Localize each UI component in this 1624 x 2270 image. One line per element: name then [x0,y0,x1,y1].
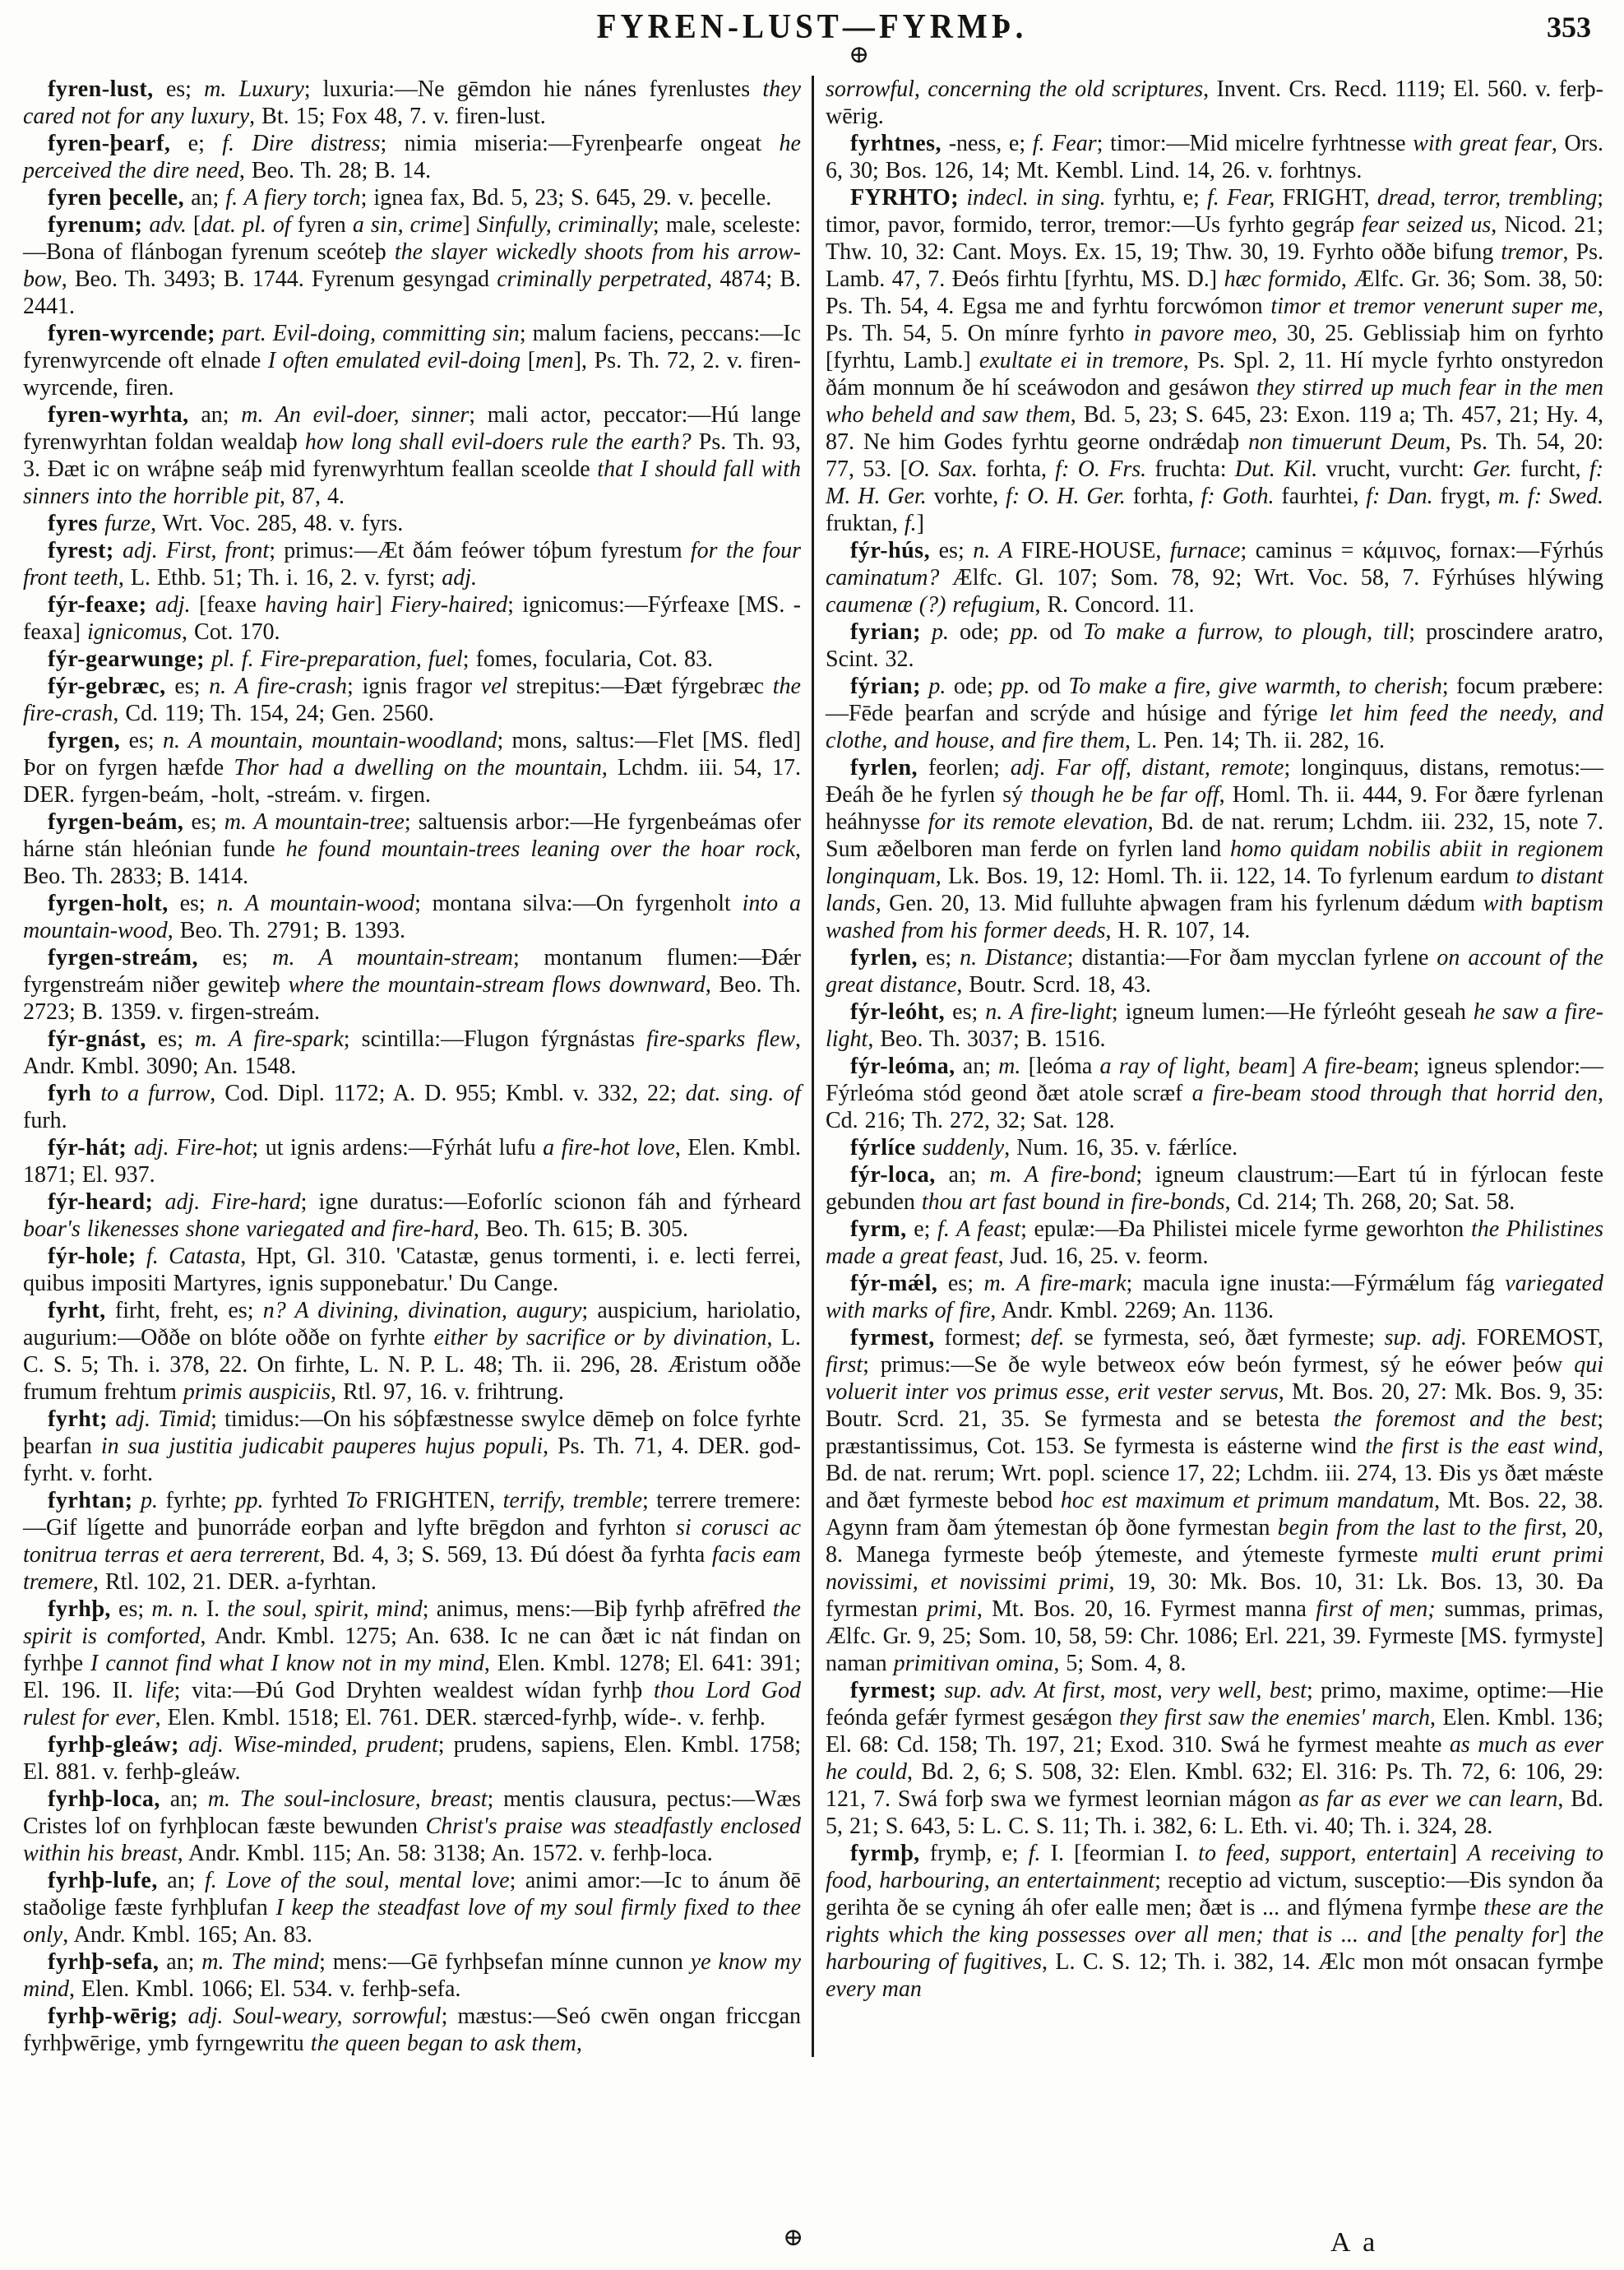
headword: fyrenum; [48,212,143,238]
dictionary-entry: FYRHTO; indecl. in sing. fyrhtu, e; f. Fear, FRIGHT, dread, terror, trembling; timor, pavor, formido, terror, tremor:—Us fyrhto gegráp fear seized us, Nicod. 21; Thw. 10, 32: Cant. Moys. Ex. 15, 19; Thw. 30, 19. Fyrhto oððe bifung tremor, Ps. Lamb. 47, 7. Ðeós firhtu [fyrhtu, MS. D.] hæc formido, Ælfc. Gr. 36; Som. 38, 50: Ps. Th. 54, 4. Egsa me and fyrhtu forcwómon timor et tremor venerunt super me, Ps. Th. 54, 5. On mínre fyrhto in pavore meo, 30, 25. Geblissiaþ him on fyrhto [fyrhtu, Lamb.] exultate ei in tremore, Ps. Spl. 2, 11. Hí mycle fyrhto onstyredon ðám monnum ðe hí sceáwodon and gesáwon they stirred up much fear in the men who beheld and saw them, Bd. 5, 23; S. 645, 23: Exon. 119 a; Th. 457, 21; Hy. 4, 87. Ne him Godes fyrhtu georne ondrǽdaþ non timuerunt Deum, Ps. Th. 54, 20: 77, 53. [O. Sax. forhta, f: O. Frs. fruchta: Dut. Kil. vrucht, vurcht: Ger. furcht, f: M. H. Ger. vorhte, f: O. H. Ger. forhta, f: Goth. faurhtei, f: Dan. frygt, m. f: Swed. fruktan, f.] [826,185,1604,536]
headword: fýr-loca, [850,1162,936,1188]
headword: fyrhþ-gleáw; [48,1732,179,1758]
dictionary-entry: fýr-gnást, es; m. A fire-spark; scintilla:—Flugon fýrgnástas fire-sparks flew, Andr. Kmbl. 3090; An. 1548. [23,1026,801,1079]
dictionary-entry: fyrgen-holt, es; n. A mountain-wood; montana silva:—On fyrgenholt into a mountain-wood, Beo. Th. 2791; B. 1393. [23,891,801,943]
headword: fyrhþ, [48,1596,111,1622]
dictionary-entry: fyrgen, es; n. A mountain, mountain-woodland; mons, saltus:—Flet [MS. fled] Þor on fyrgen hæfde Thor had a dwelling on the mountain, Lchdm. iii. 54, 17. DER. fyrgen-beám, -holt, -streám. v. firgen. [23,728,801,808]
dictionary-entry: fyren þecelle, an; f. A fiery torch; ignea fax, Bd. 5, 23; S. 645, 29. v. þecelle. [48,185,772,211]
dictionary-entry: fyres furze, Wrt. Voc. 285, 48. v. fyrs. [48,511,404,536]
headword: fýr-feaxe; [48,592,147,618]
dictionary-entry: fyrmest; sup. adv. At first, most, very well, best; primo, maxime, optime:—Hie feónda gefǽr fyrmest gesǽgon they first saw the enemies' march, Elen. Kmbl. 136; El. 68: Cd. 158; Th. 197, 21; Exod. 310. Swá he fyrmest meahte as much as ever he could, Bd. 2, 6; S. 508, 32: Elen. Kmbl. 632; El. 316: Ps. Th. 72, 6: 106, 29: 121, 7. Swá forþ swa we fyrmest leornian mágon as far as ever we can learn, Bd. 5, 21; S. 643, 5: L. C. S. 11; Th. i. 382, 6: L. Eth. vi. 40; Th. i. 324, 28. [826,1678,1604,1839]
headword: fyres [48,511,99,536]
dictionary-entry: fyrest; adj. First, front; primus:—Æt ðám feówer tóþum fyrestum for the four front teeth, L. Ethb. 51; Th. i. 16, 2. v. fyrst; adj. [23,538,801,591]
dictionary-entry: fýr-gebræc, es; n. A fire-crash; ignis fragor vel strepitus:—Ðæt fýrgebræc the fire-crash, Cd. 119; Th. 154, 24; Gen. 2560. [23,674,801,726]
headword: fýr-hole; [48,1244,136,1269]
dictionary-entry: fýr-hús, es; n. A FIRE-HOUSE, furnace; caminus = κάμινος, fornax:—Fýrhús caminatum? Ælfc. Gl. 107; Som. 78, 92; Wrt. Voc. 58, 7. Fýrhúses hlýwing caumenæ (?) refugium, R. Concord. 11. [826,538,1604,618]
text-columns [23,76,1603,2057]
registration-mark-top-icon: ⊕ [849,41,870,68]
dictionary-entry: fyrgen-streám, es; m. A mountain-stream; montanum flumen:—Ðǽr fyrgenstreám niðer gewiteþ where the mountain-stream flows downward, Beo. Th. 2723; B. 1359. v. firgen-streám. [23,945,801,1025]
dictionary-entry: fyrmþ, frymþ, e; f. I. [feormian I. to feed, support, entertain] A receiving to food, harbouring, an entertainment; receptio ad victum, susceptio:—Ðis syndon ða gerihta ðe se cyning áh ofer ealle men; ðæt is ... and flýmena fyrmþe these are the rights which the king possesses over all men; that is ... and [the penalty for] the harbouring of fugitives, L. C. S. 12; Th. i. 382, 14. Ælc mon mót onsacan fyrmþe every man [826,1841,1604,2002]
headword: fýr-leóma, [850,1054,955,1079]
headword: fyrlen, [850,945,918,971]
printer-signature: A a [1330,2227,1379,2258]
dictionary-entry: fýr-hole; f. Catasta, Hpt, Gl. 310. 'Catastæ, genus tormenti, i. e. lecti ferrei, quibus impositi Martyres, ignis supponebatur.' Du Cange. [23,1244,801,1296]
headword: fyrhþ-wērig; [48,2004,178,2029]
dictionary-entry: fyrian; p. ode; pp. od To make a furrow, to plough, till; proscindere aratro, Scint. 32. [826,619,1604,672]
registration-mark-bottom-icon: ⊕ [783,2224,804,2251]
headword: fyrmest; [850,1678,937,1703]
dictionary-entry: fyrh to a furrow, Cod. Dipl. 1172; A. D. 955; Kmbl. v. 332, 22; dat. sing. of furh. [23,1081,801,1133]
dictionary-entry: fýr-leóht, es; n. A fire-light; igneum lumen:—He fýrleóht geseah he saw a fire-light, Beo. Th. 3037; B. 1516. [826,999,1603,1052]
headword: fyren-wyrhta, [48,402,189,428]
headword: fyrht; [48,1406,108,1432]
headword: fýr-heard; [48,1189,154,1215]
dictionary-entry: fyren-wyrcende; part. Evil-doing, committing sin; malum faciens, peccans:—Ic fyrenwyrcende oft elnade I often emulated evil-doing [men], Ps. Th. 72, 2. v. firen-wyrcende, firen. [23,321,802,401]
headword: fýr-gnást, [48,1026,146,1052]
headword: fyrhtan; [48,1488,133,1513]
headword: fyrhþ-sefa, [48,1949,160,1975]
dictionary-entry: fyrht; adj. Timid; timidus:—On his sóþfæstnesse swylce dēmeþ on folce fyrhte þearfan in sua justitia judicabit pauperes hujus populi, Ps. Th. 71, 4. DER. god-fyrht. v. forht. [23,1406,802,1486]
dictionary-entry: fýrlíce suddenly, Num. 16, 35. v. fǽrlíce. [850,1135,1238,1160]
dictionary-entry: fýr-loca, an; m. A fire-bond; igneum claustrum:—Eart tú in fýrlocan feste gebunden thou art fast bound in fire-bonds, Cd. 214; Th. 268, 20; Sat. 58. [826,1162,1604,1215]
dictionary-entry: fyren-þearf, e; f. Dire distress; nimia miseria:—Fyrenþearfe ongeat he perceived the dire need, Beo. Th. 28; B. 14. [23,131,801,183]
headword: fyrgen-beám, [48,809,184,835]
headword: fyrgen, [48,728,121,753]
dictionary-entry: fyrhtan; p. fyrhte; pp. fyrhted To FRIGHTEN, terrify, tremble; terrere tremere:—Gif lígette and þunorráde eorþan and lyfte brēgdon and fyrhton si corusci ac tonitrua terras et aera terrerent, Bd. 4, 3; S. 569, 13. Ðú dóest ða fyrhta facis eam tremere, Rtl. 102, 21. DER. a-fyrhtan. [23,1488,802,1595]
headword: fýr-leóht, [850,999,946,1025]
dictionary-entry: fyrhþ-sefa, an; m. The mind; mens:—Gē fyrhþsefan mínne cunnon ye know my mind, Elen. Kmbl. 1066; El. 534. v. ferhþ-sefa. [23,1949,801,2002]
headword: fyren-wyrcende; [48,321,215,346]
headword: fýr-hát; [48,1135,127,1160]
headword: fyrest; [48,538,114,563]
dictionary-entry: fyrm, e; f. A feast; epulæ:—Ða Philistei micele fyrme geworhton the Philistines made a great feast, Jud. 16, 25. v. feorm. [826,1216,1603,1269]
headword: fýr-mǽl, [850,1271,938,1296]
dictionary-entry: fyrhþ, es; m. n. I. the soul, spirit, mind; animus, mens:—Biþ fyrhþ afrēfred the spirit is comforted, Andr. Kmbl. 1275; An. 638. Ic ne can ðæt ic nát findan on fyrhþe I cannot find what I know not in my mind, Elen. Kmbl. 1278; El. 641: 391; El. 196. II. life; vita:—Ðú God Dryhten wealdest wídan fyrhþ thou Lord God rulest for ever, Elen. Kmbl. 1518; El. 761. DER. stærced-fyrhþ, wíde-. v. ferhþ. [23,1596,801,1730]
headword: fýrian; [850,674,921,699]
headword: FYRHTO; [850,185,960,211]
headword: fýr-gearwunge; [48,646,206,672]
headword: fyrht, [48,1298,106,1323]
dictionary-entry: fyrlen, es; n. Distance; distantia:—For ðam mycclan fyrlene on account of the great distance, Boutr. Scrd. 18, 43. [826,945,1604,998]
dictionary-entry: fyrhþ-lufe, an; f. Love of the soul, mental love; animi amor:—Ic to ánum ðē staðolige fæste fyrhþlufan I keep the steadfast love of my soul firmly fixed to thee only, Andr. Kmbl. 165; An. 83. [23,1868,802,1948]
dictionary-entry: fyren-lust, es; m. Luxury; luxuria:—Ne gēmdon hie nánes fyrenlustes they cared not for any luxury, Bt. 15; Fox 48, 7. v. firen-lust. [23,76,801,129]
dictionary-entry: sorrowful, concerning the old scriptures, Invent. Crs. Recd. 1119; El. 560. v. ferþ-wērig. [826,76,1603,129]
headword: fýr-hús, [850,538,931,563]
headword: fyrian; [850,619,921,645]
dictionary-entry: fyrenum; adv. [dat. pl. of fyren a sin, crime] Sinfully, criminally; male, sceleste:—Bona of flánbogan fyrenum sceóteþ the slayer wickedly shoots from his arrow-bow, Beo. Th. 3493; B. 1744. Fyrenum gesyngad criminally perpetrated, 4874; B. 2441. [23,212,802,319]
page-number: 353 [1547,11,1591,44]
dictionary-entry: fýr-gearwunge; pl. f. Fire-preparation, fuel; fomes, focularia, Cot. 83. [48,646,713,672]
headword: fyrm, [850,1216,907,1242]
headword: fyrhþ-loca, [48,1786,160,1812]
column-right [812,76,1603,2057]
page-title: FYREN-LUST—FYRMÞ. [596,7,1028,46]
column-left [23,76,812,2057]
headword: fýrlíce [850,1135,916,1160]
running-head [0,8,1624,45]
dictionary-entry: fýr-heard; adj. Fire-hard; igne duratus:—Eoforlíc scionon fáh and fýrheard boar's likenesses shone variegated and fire-hard, Beo. Th. 615; B. 305. [23,1189,801,1242]
dictionary-entry: fyrhþ-wērig; adj. Soul-weary, sorrowful; mæstus:—Seó cwēn ongan friccgan fyrhþwērige, ymb fyrngewritu the queen began to ask them, [23,2004,802,2056]
headword: fyrhþ-lufe, [48,1868,158,1893]
dictionary-entry: fyren-wyrhta, an; m. An evil-doer, sinner; mali actor, peccator:—Hú lange fyrenwyrhtan foldan wealdaþ how long shall evil-doers rule the earth? Ps. Th. 93, 3. Ðæt ic on wráþne seáþ mid fyrenwyrhtum feallan sceolde that I should fall with sinners into the horrible pit, 87, 4. [23,402,802,509]
headword: fyren þecelle, [48,185,185,211]
headword: fyrh [48,1081,92,1106]
dictionary-entry: fýr-hát; adj. Fire-hot; ut ignis ardens:—Fýrhát lufu a fire-hot love, Elen. Kmbl. 1871; El. 937. [23,1135,801,1188]
dictionary-entry: fyrhþ-loca, an; m. The soul-inclosure, breast; mentis clausura, pectus:—Wæs Cristes lof on fyrhþlocan fæste bewunden Christ's praise was steadfastly enclosed within his breast, Andr. Kmbl. 115; An. 58: 3138; An. 1572. v. ferhþ-loca. [23,1786,801,1866]
headword: fyrmest, [850,1325,935,1350]
dictionary-entry: fýr-mǽl, es; m. A fire-mark; macula igne inusta:—Fýrmǽlum fág variegated with marks of fire, Andr. Kmbl. 2269; An. 1136. [826,1271,1603,1323]
headword: fyren-lust, [48,76,154,102]
dictionary-entry: fyrgen-beám, es; m. A mountain-tree; saltuensis arbor:—He fyrgenbeámas ofer hárne stán hleónian funde he found mountain-trees leaning over the hoar rock, Beo. Th. 2833; B. 1414. [23,809,801,889]
dictionary-entry: fyrlen, feorlen; adj. Far off, distant, remote; longinquus, distans, remotus:—Ðeáh ðe he fyrlen sý though he be far off, Homl. Th. ii. 444, 9. For ðære fyrlenan heáhnysse for its remote elevation, Bd. de nat. rerum; Lchdm. iii. 232, 15, note 7. Sum æðelboren man ferde on fyrlen land homo quidam nobilis abiit in regionem longinquam, Lk. Bos. 19, 12: Homl. Th. ii. 122, 14. To fyrlenum eardum to distant lands, Gen. 20, 13. Mid fulluhte aþwagen fram his fyrlenum dǽdum with baptism washed from his former deeds, H. R. 107, 14. [826,755,1604,943]
dictionary-entry: fyrhtnes, -ness, e; f. Fear; timor:—Mid micelre fyrhtnesse with great fear, Ors. 6, 30; Bos. 126, 14; Mt. Kembl. Lind. 14, 26. v. forhtnys. [826,131,1604,183]
dictionary-entry: fýr-feaxe; adj. [feaxe having hair] Fiery-haired; ignicomus:—Fýrfeaxe [MS. -feaxa] ignicomus, Cot. 170. [23,592,802,645]
headword: fyren-þearf, [48,131,171,156]
dictionary-entry: fyrmest, formest; def. se fyrmesta, seó, ðæt fyrmeste; sup. adj. FOREMOST, first; primus:—Se ðe wyle betweox eów beón fyrmest, sý he eówer þeów qui voluerit inter vos primus esse, erit vester servus, Mt. Bos. 20, 27: Mk. Bos. 9, 35: Boutr. Scrd. 21, 35. Se fyrmesta and se betesta the foremost and the best; præstantissimus, Cot. 153. Se fyrmesta is eásterne wind the first is the east wind, Bd. de nat. rerum; Wrt. popl. science 17, 22; Lchdm. iii. 274, 13. Ðis ys ðæt mǽste and ðæt fyrmeste bebod hoc est maximum et primum mandatum, Mt. Bos. 22, 38. Agynn fram ðam ýtemestan óþ ðone fyrmestan begin from the last to the first, 20, 8. Manega fyrmeste beóþ ýtemeste, and ýtemeste fyrmeste multi erunt primi novissimi, et novissimi primi, 19, 30: Mk. Bos. 10, 31: Lk. Bos. 13, 30. Ða fyrmestan primi, Mt. Bos. 20, 16. Fyrmest manna first of men; summas, primas, Ælfc. Gr. 9, 25; Som. 10, 58, 59: Chr. 1086; Erl. 221, 39. Fyrmeste [MS. fyrmyste] naman primitivan omina, 5; Som. 4, 8. [826,1325,1604,1676]
dictionary-entry: fýrian; p. ode; pp. od To make a fire, give warmth, to cherish; focum præbere:—Fēde þearfan and scrýde and húsige and fýrige let him feed the needy, and clothe, and house, and fire them, L. Pen. 14; Th. ii. 282, 16. [826,674,1604,753]
headword: fýr-gebræc, [48,674,166,699]
dictionary-entry: fýr-leóma, an; m. [leóma a ray of light, beam] A fire-beam; igneus splendor:—Fýrleóma stód geond ðæt atole scræf a fire-beam stood through that horrid den, Cd. 216; Th. 272, 32; Sat. 128. [826,1054,1603,1133]
headword: fyrmþ, [850,1841,920,1866]
headword: fyrhtnes, [850,131,942,156]
dictionary-entry: fyrht, firht, freht, es; n? A divining, divination, augury; auspicium, hariolatio, augurium:—Oððe on blóte oððe on fyrhte either by sacrifice or by divination, L. C. S. 5; Th. i. 378, 22. On firhte, L. N. P. L. 48; Th. ii. 296, 28. Æristum oððe frumum frehtum primis auspiciis, Rtl. 97, 16. v. frihtrung. [23,1298,801,1405]
headword: fyrgen-streám, [48,945,198,971]
headword: fyrgen-holt, [48,891,169,916]
dictionary-entry: fyrhþ-gleáw; adj. Wise-minded, prudent; prudens, sapiens, Elen. Kmbl. 1758; El. 881. v. ferhþ-gleáw. [23,1732,801,1785]
headword: fyrlen, [850,755,918,781]
